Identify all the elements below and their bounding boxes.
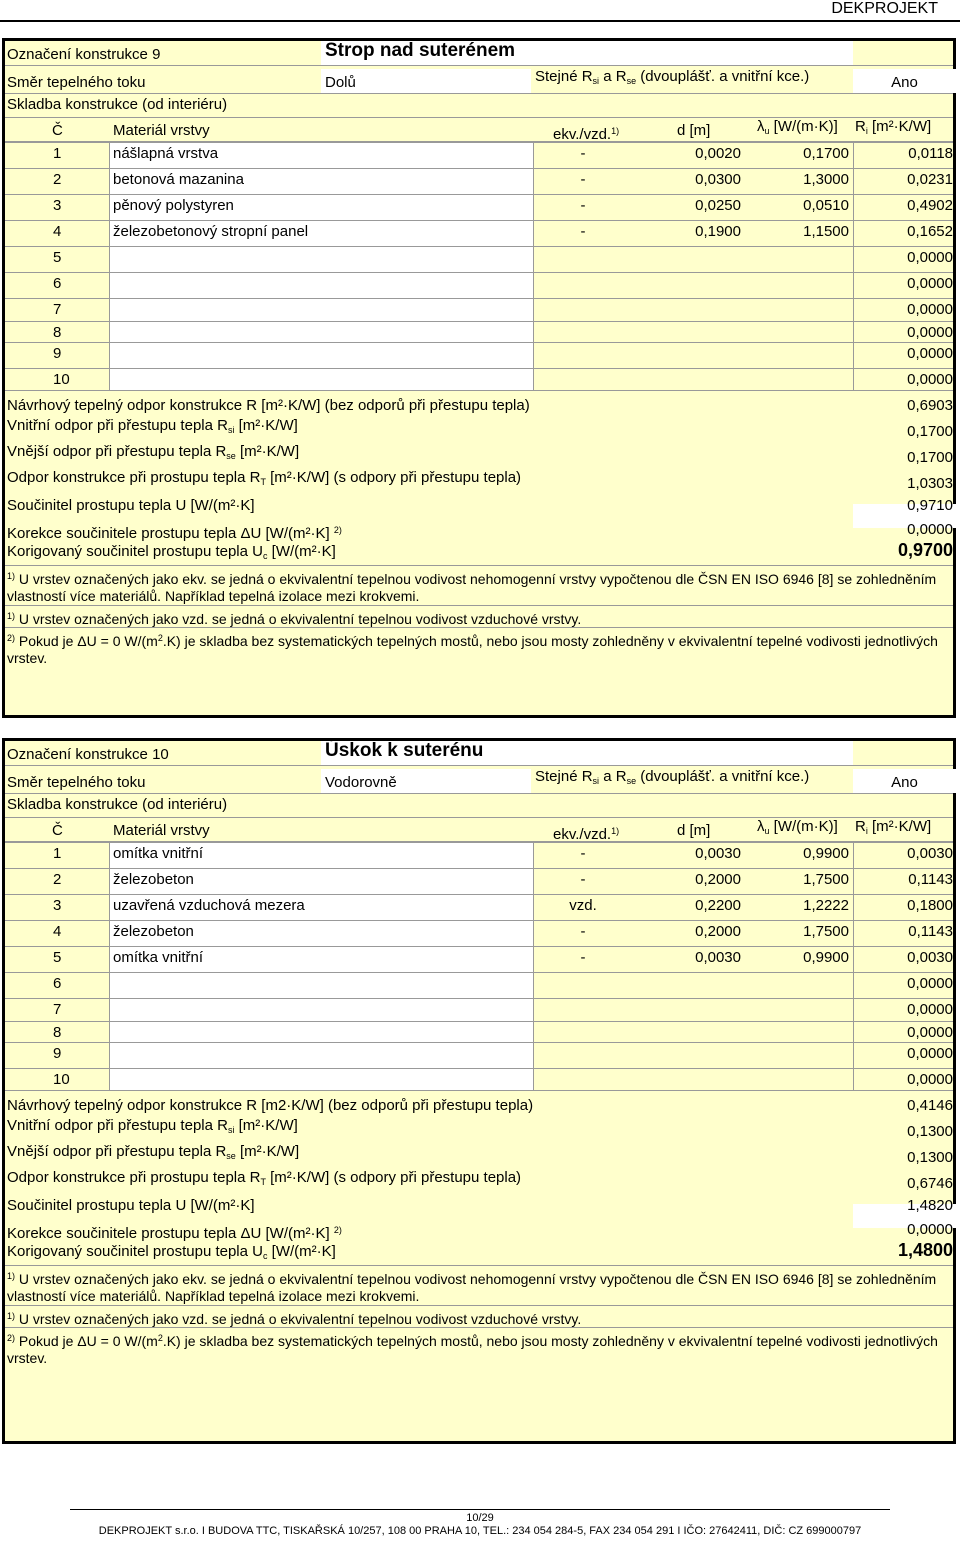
header-company: DEKPROJEKT	[831, 0, 938, 17]
row-ekv: -	[580, 145, 586, 162]
grid-line	[5, 1327, 953, 1328]
rt-value: 0,6746	[907, 1175, 953, 1192]
col-lambda-header: $\lambda_u$ [W/(m·K)]	[757, 118, 838, 136]
grid-line	[5, 93, 953, 94]
row-resistance: 0,1143	[908, 871, 953, 888]
row-number: 7	[53, 1001, 62, 1018]
row-lambda: 0,9900	[803, 949, 849, 966]
row-lambda: 1,1500	[803, 223, 849, 240]
note-air-layer: $^{1)}$ U vrstev označených jako vzd. se jedná o ekvivalentní tepelnou vodivost vzduchové vrstvy.	[7, 611, 582, 627]
col-number-header: Č	[52, 822, 63, 839]
grid-line	[5, 998, 953, 999]
design-resistance-value: 0,4146	[907, 1097, 953, 1114]
row-material: uzavřená vzduchová mezera	[113, 897, 305, 914]
row-resistance: 0,0118	[908, 145, 953, 162]
design-resistance-label: Návrhový tepelný odpor konstrukce R [m²·K/W] (bez odporů při přestupu tepla)	[7, 397, 530, 414]
row-number: 9	[53, 345, 62, 362]
row-lambda: 0,0510	[803, 197, 849, 214]
col-thickness-header: d [m]	[677, 822, 711, 839]
row-ekv: -	[580, 223, 586, 240]
row-material: nášlapná vrstva	[113, 145, 219, 162]
row-thickness: 0,2000	[695, 871, 741, 888]
direction-label: Směr tepelného toku	[7, 774, 146, 791]
grid-line	[853, 142, 854, 390]
col-thickness-header: d [m]	[677, 122, 711, 139]
row-resistance: 0,0030	[907, 949, 953, 966]
same-rs-label: Stejné $R_{si}$ a $R_{se}$ (dvouplášť. a vnitřní kce.)	[535, 768, 810, 786]
row-number: 1	[53, 845, 62, 862]
grid-line	[5, 1305, 953, 1306]
row-number: 10	[53, 371, 70, 388]
row-number: 3	[53, 897, 62, 914]
row-resistance: 0,0000	[907, 371, 953, 388]
grid-line	[5, 168, 953, 169]
grid-line	[5, 1042, 953, 1043]
grid-line	[5, 842, 953, 843]
grid-line	[5, 1021, 953, 1022]
row-resistance: 0,0000	[907, 1024, 953, 1041]
row-resistance: 0,0000	[907, 1045, 953, 1062]
row-number: 5	[53, 249, 62, 266]
row-number: 6	[53, 275, 62, 292]
designation-label: Označení konstrukce	[7, 746, 148, 763]
col-material-header: Materiál vrstvy	[113, 822, 210, 839]
designation-number: 9	[152, 46, 161, 63]
row-resistance: 0,4902	[907, 197, 953, 214]
row-number: 3	[53, 197, 62, 214]
row-ekv: -	[580, 197, 586, 214]
header-rule	[0, 20, 960, 22]
row-lambda: 1,3000	[803, 171, 849, 188]
design-resistance-label: Návrhový tepelný odpor konstrukce R [m2·K/W] (bez odporů při přestupu tepla)	[7, 1097, 534, 1114]
uc-label: Korigovaný součinitel prostupu tepla $U_c$ [W/(m²·K]	[7, 1243, 336, 1261]
row-resistance: 0,0231	[907, 171, 953, 188]
u-label: Součinitel prostupu tepla U [W/(m²·K]	[7, 1197, 255, 1214]
row-ekv: -	[580, 171, 586, 188]
row-number: 1	[53, 145, 62, 162]
grid-line	[5, 194, 953, 195]
du-label: Korekce součinitele prostupu tepla ΔU [W/(m²·K] $^{2)}$	[7, 525, 342, 542]
footer-text: DEKPROJEKT s.r.o. I BUDOVA TTC, TISKAŘSKÁ 10/257, 108 00 PRAHA 10, TEL.: 234 054 284-5, FAX 234 054 291 I IČO: 27642411, DIČ: CZ 699000797	[98, 1525, 862, 1537]
grid-line	[5, 390, 953, 391]
grid-line	[109, 842, 110, 1090]
section-title: Strop nad suterénem	[325, 40, 516, 61]
row-resistance: 0,0000	[907, 301, 953, 318]
rsi-value: 0,1300	[907, 1123, 953, 1140]
row-thickness: 0,2000	[695, 923, 741, 940]
row-resistance: 0,0000	[907, 1071, 953, 1088]
note-thermal-bridges: $^{2)}$ Pokud je ΔU = 0 $W/(m^2.K)$ je skladba bez systematických tepelných mostů, nebo jsou mosty zohledněny v ekvivalentní tepelné vodivosti jednotlivých vrstev.	[7, 1333, 938, 1366]
grid-line	[5, 368, 953, 369]
row-number: 4	[53, 923, 62, 940]
uc-label: Korigovaný součinitel prostupu tepla $U_c$ [W/(m²·K]	[7, 543, 336, 561]
row-lambda: 1,7500	[803, 923, 849, 940]
row-material: betonová mazanina	[113, 171, 244, 188]
rsi-value: 0,1700	[907, 423, 953, 440]
row-number: 6	[53, 975, 62, 992]
grid-line	[5, 342, 953, 343]
col-resistance-header: $R_i$ [m²·K/W]	[855, 118, 932, 136]
row-lambda: 1,7500	[803, 871, 849, 888]
grid-line	[5, 65, 953, 66]
row-lambda: 0,1700	[803, 145, 849, 162]
row-resistance: 0,0000	[907, 345, 953, 362]
u-value: 1,4820	[907, 1197, 953, 1214]
rsi-label: Vnitřní odpor při přestupu tepla $R_{si}$ [m²·K/W]	[7, 417, 298, 435]
grid-line	[109, 142, 110, 390]
row-resistance: 0,1143	[908, 923, 953, 940]
same-rs-value: Ano	[891, 774, 918, 791]
rse-value: 0,1300	[907, 1149, 953, 1166]
grid-line	[5, 946, 953, 947]
rt-label: Odpor konstrukce při prostupu tepla $R_T$ [m²·K/W] (s odpory při přestupu tepla)	[7, 469, 522, 487]
u-value: 0,9710	[907, 497, 953, 514]
col-lambda-header: $\lambda_u$ [W/(m·K)]	[757, 818, 838, 836]
row-resistance: 0,0000	[907, 1001, 953, 1018]
row-ekv: -	[580, 923, 586, 940]
row-number: 5	[53, 949, 62, 966]
row-resistance: 0,0030	[907, 845, 953, 862]
note-air-layer: $^{1)}$ U vrstev označených jako vzd. se jedná o ekvivalentní tepelnou vodivost vzduchové vrstvy.	[7, 1311, 582, 1327]
row-number: 8	[53, 1024, 62, 1041]
grid-line	[5, 220, 953, 221]
row-ekv: vzd.	[569, 897, 597, 914]
uc-value: 1,4800	[897, 1240, 953, 1260]
grid-line	[5, 298, 953, 299]
construction-block	[2, 38, 956, 718]
grid-line	[5, 1265, 953, 1266]
row-resistance: 0,1800	[907, 897, 953, 914]
col-material-header: Materiál vrstvy	[113, 122, 210, 139]
col-number-header: Č	[52, 122, 63, 139]
row-number: 8	[53, 324, 62, 341]
row-resistance: 0,0000	[907, 249, 953, 266]
row-material: pěnový polystyren	[113, 197, 234, 214]
direction-label: Směr tepelného toku	[7, 74, 146, 91]
grid-line	[5, 793, 953, 794]
row-material: omítka vnitřní	[113, 845, 204, 862]
construction-block	[2, 738, 956, 1444]
rsi-label: Vnitřní odpor při přestupu tepla $R_{si}$ [m²·K/W]	[7, 1117, 298, 1135]
grid-line	[5, 972, 953, 973]
direction-value: Vodorovně	[325, 774, 397, 791]
grid-line	[5, 765, 953, 766]
row-number: 9	[53, 1045, 62, 1062]
row-number: 7	[53, 301, 62, 318]
footer-rule	[70, 1509, 890, 1510]
grid-line	[5, 246, 953, 247]
rt-label: Odpor konstrukce při prostupu tepla $R_T$ [m²·K/W] (s odpory při přestupu tepla)	[7, 1169, 522, 1187]
col-ekv-header: ekv./vzd.$^{1)}$	[553, 826, 620, 843]
row-thickness: 0,0030	[695, 949, 741, 966]
composition-label: Skladba konstrukce (od interiéru)	[7, 796, 228, 813]
row-thickness: 0,0250	[695, 197, 741, 214]
note-equivalent: $^{1)}$ U vrstev označených jako ekv. se jedná o ekvivalentní tepelnou vodivost nehomogenní vrstvy vypočtenou dle ČSN EN ISO 6946 [8] se zohledněním vlastností více materiálů. Například tepelná izolace mezi krokvemi.	[7, 571, 937, 604]
grid-line	[5, 605, 953, 606]
rt-value: 1,0303	[907, 475, 953, 492]
row-number: 10	[53, 1071, 70, 1088]
row-resistance: 0,0000	[907, 324, 953, 341]
grid-line	[853, 842, 854, 1090]
row-resistance: 0,0000	[907, 975, 953, 992]
grid-line	[5, 627, 953, 628]
grid-line	[5, 1090, 953, 1091]
row-material: železobeton	[113, 871, 194, 888]
row-lambda: 0,9900	[803, 845, 849, 862]
note-thermal-bridges: $^{2)}$ Pokud je ΔU = 0 $W/(m^2.K)$ je skladba bez systematických tepelných mostů, nebo jsou mosty zohledněny v ekvivalentní tepelné vodivosti jednotlivých vrstev.	[7, 633, 938, 666]
row-ekv: -	[580, 949, 586, 966]
grid-line	[5, 920, 953, 921]
page-number: 10/29	[466, 1512, 494, 1524]
rse-label: Vnější odpor při přestupu tepla $R_{se}$ [m²·K/W]	[7, 1143, 300, 1161]
row-number: 4	[53, 223, 62, 240]
du-value: 0,0000	[907, 1221, 953, 1238]
row-material: železobeton	[113, 923, 194, 940]
designation-label: Označení konstrukce	[7, 46, 148, 63]
row-number: 2	[53, 871, 62, 888]
grid-line	[5, 1068, 953, 1069]
grid-line	[5, 894, 953, 895]
design-resistance-value: 0,6903	[907, 397, 953, 414]
rse-value: 0,1700	[907, 449, 953, 466]
row-resistance: 0,0000	[907, 275, 953, 292]
composition-label: Skladba konstrukce (od interiéru)	[7, 96, 228, 113]
grid-line	[5, 142, 953, 143]
row-thickness: 0,0020	[695, 145, 741, 162]
row-thickness: 0,0300	[695, 171, 741, 188]
same-rs-value: Ano	[891, 74, 918, 91]
row-material: železobetonový stropní panel	[113, 223, 309, 240]
row-ekv: -	[580, 871, 586, 888]
direction-value: Dolů	[325, 74, 356, 91]
same-rs-label: Stejné $R_{si}$ a $R_{se}$ (dvouplášť. a vnitřní kce.)	[535, 68, 810, 86]
grid-line	[5, 565, 953, 566]
col-ekv-header: ekv./vzd.$^{1)}$	[553, 126, 620, 143]
row-number: 2	[53, 171, 62, 188]
col-resistance-header: $R_i$ [m²·K/W]	[855, 818, 932, 836]
row-ekv: -	[580, 845, 586, 862]
note-equivalent: $^{1)}$ U vrstev označených jako ekv. se jedná o ekvivalentní tepelnou vodivost nehomogenní vrstvy vypočtenou dle ČSN EN ISO 6946 [8] se zohledněním vlastností více materiálů. Například tepelná izolace mezi krokvemi.	[7, 1271, 937, 1304]
row-thickness: 0,2200	[695, 897, 741, 914]
du-value: 0,0000	[907, 521, 953, 538]
row-resistance: 0,1652	[907, 223, 953, 240]
du-label: Korekce součinitele prostupu tepla ΔU [W/(m²·K] $^{2)}$	[7, 1225, 342, 1242]
uc-value: 0,9700	[897, 540, 953, 560]
row-thickness: 0,1900	[695, 223, 741, 240]
designation-number: 10	[152, 746, 169, 763]
section-title: Úskok k suterénu	[325, 740, 484, 761]
u-label: Součinitel prostupu tepla U [W/(m²·K]	[7, 497, 255, 514]
grid-line	[5, 321, 953, 322]
row-material: omítka vnitřní	[113, 949, 204, 966]
row-thickness: 0,0030	[695, 845, 741, 862]
rse-label: Vnější odpor při přestupu tepla $R_{se}$ [m²·K/W]	[7, 443, 300, 461]
row-lambda: 1,2222	[803, 897, 849, 914]
grid-line	[5, 868, 953, 869]
grid-line	[5, 272, 953, 273]
